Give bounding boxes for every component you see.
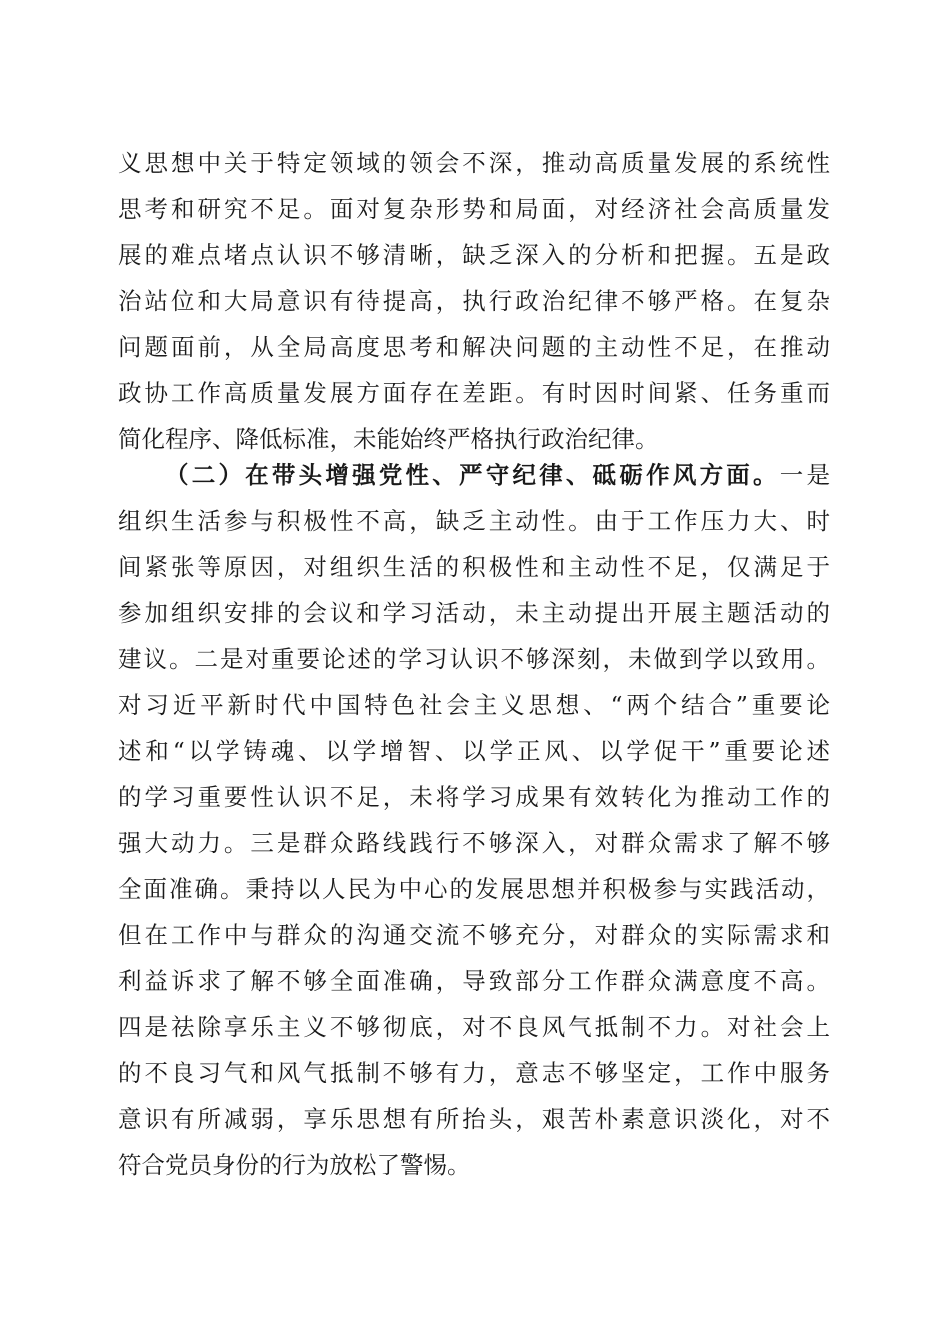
paragraph-2-line-5: 对习近平新时代中国特色社会主义思想、“两个结合”重要论 <box>118 691 830 719</box>
paragraph-1-line-4: 治站位和大局意识有待提高，执行政治纪律不够严格。在复杂 <box>118 287 830 315</box>
paragraph-2-line-11: 利益诉求了解不够全面准确，导致部分工作群众满意度不高。 <box>118 967 830 995</box>
paragraph-1-line-3: 展的难点堵点认识不够清晰，缺乏深入的分析和把握。五是政 <box>118 241 830 269</box>
paragraph-2-line-7: 的学习重要性认识不足，未将学习成果有效转化为推动工作的 <box>118 783 830 811</box>
paragraph-2-line-9: 全面准确。秉持以人民为中心的发展思想并积极参与实践活动， <box>118 875 830 903</box>
paragraph-2-line-15: 符合党员身份的行为放松了警惕。 <box>118 1151 471 1179</box>
section-2-first-line <box>165 455 830 495</box>
paragraph-1-line-7: 简化程序、降低标准，未能始终严格执行政治纪律。 <box>118 425 659 453</box>
paragraph-2-line-14: 意识有所减弱，享乐思想有所抬头，艰苦朴素意识淡化，对不 <box>118 1105 830 1133</box>
paragraph-2-line-8: 强大动力。三是群众路线践行不够深入，对群众需求了解不够 <box>118 829 830 857</box>
paragraph-2-line-3: 参加组织安排的会议和学习活动，未主动提出开展主题活动的 <box>118 599 830 627</box>
paragraph-1-line-2: 思考和研究不足。面对复杂形势和局面，对经济社会高质量发 <box>118 195 830 223</box>
paragraph-2-line-4: 建议。二是对重要论述的学习认识不够深刻，未做到学以致用。 <box>118 645 830 673</box>
paragraph-1-line-6: 政协工作高质量发展方面存在差距。有时因时间紧、任务重而 <box>118 379 830 407</box>
paragraph-2-line-12: 四是祛除享乐主义不够彻底，对不良风气抵制不力。对社会上 <box>118 1013 830 1041</box>
paragraph-2-line-13: 的不良习气和风气抵制不够有力，意志不够坚定，工作中服务 <box>118 1059 830 1087</box>
section-2-first-line-rest: 一是 <box>779 461 831 489</box>
paragraph-2-line-2: 间紧张等原因，对组织生活的积极性和主动性不足，仅满足于 <box>118 553 830 581</box>
paragraph-1-line-1: 义思想中关于特定领域的领会不深，推动高质量发展的系统性 <box>118 149 830 177</box>
paragraph-2-line-10: 但在工作中与群众的沟通交流不够充分，对群众的实际需求和 <box>118 921 830 949</box>
paragraph-1-line-5: 问题面前，从全局高度思考和解决问题的主动性不足，在推动 <box>118 333 830 361</box>
paragraph-2-line-1: 组织生活参与积极性不高，缺乏主动性。由于工作压力大、时 <box>118 507 830 535</box>
section-2-heading: （二）在带头增强党性、严守纪律、砥砺作风方面。 <box>165 461 780 489</box>
paragraph-2-line-6: 述和“以学铸魂、以学增智、以学正风、以学促干”重要论述 <box>118 737 830 765</box>
